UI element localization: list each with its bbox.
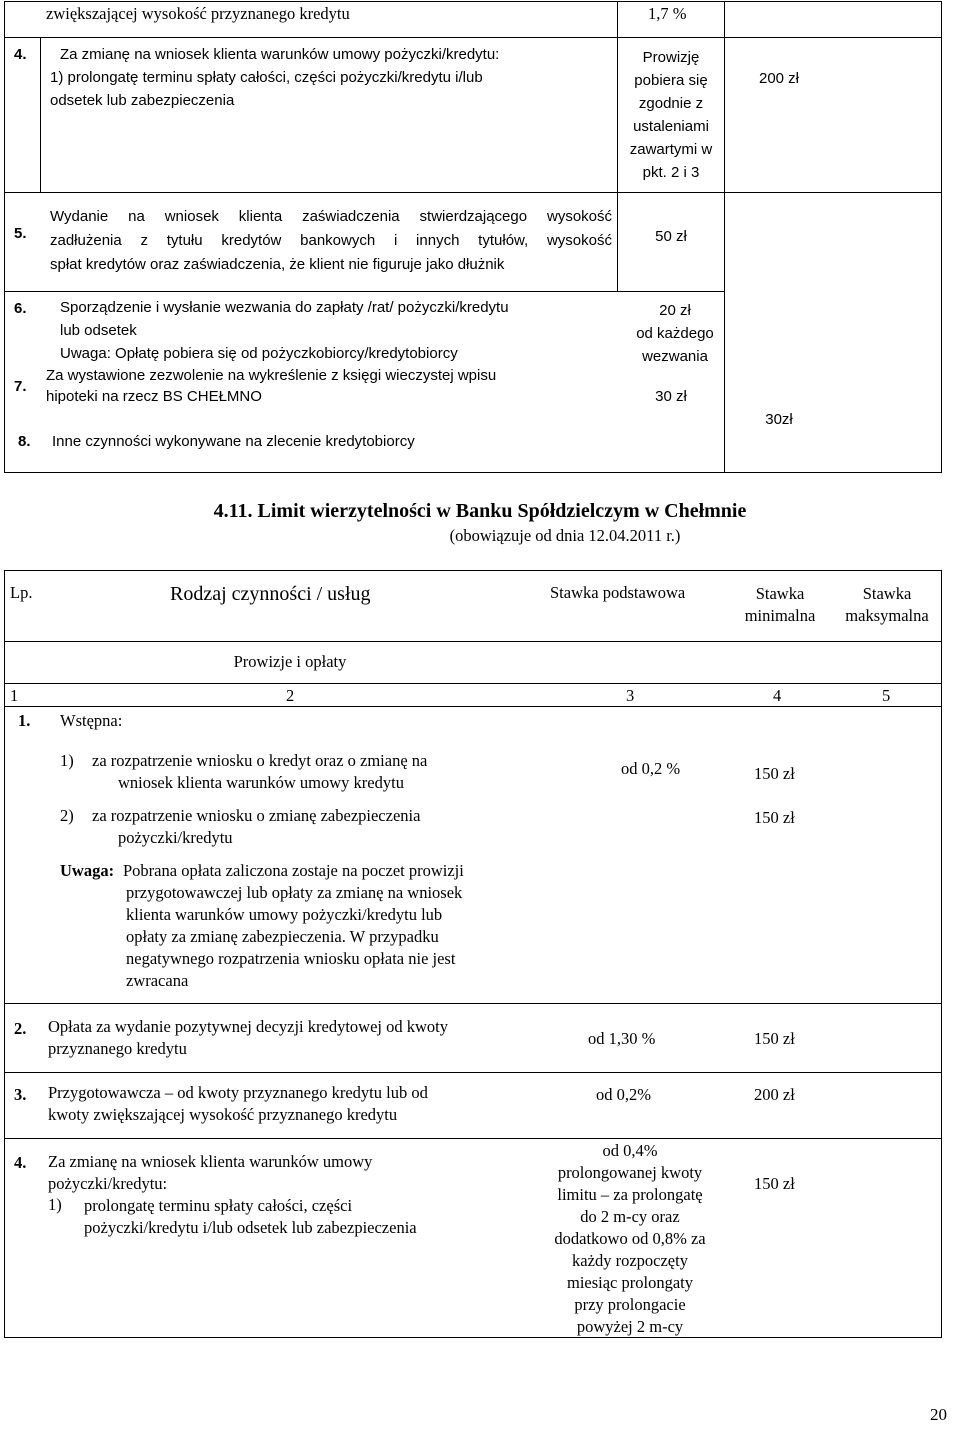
rate-line: dodatkowo od 0,8% za (554, 1229, 706, 1248)
row2-rate: od 1,30 % (588, 1029, 656, 1048)
note-line: przygotowawczej lub opłaty za zmianę na wniosek (126, 883, 463, 902)
row4b-number: 4. (14, 1153, 27, 1172)
row1-title: Wstępna: (60, 711, 123, 730)
section-title: 4.11. Limit wierzytelności w Banku Spółdzielczym w Chełmnie (213, 500, 747, 522)
note-line: zwracana (126, 971, 189, 990)
rate-line: każdy rozpoczęty (572, 1251, 688, 1270)
note-line: ustaleniami (633, 118, 709, 135)
row6-fee (600, 299, 750, 368)
row5-number: 5. (14, 225, 27, 242)
note-line: Pobrana opłata zaliczona zostaje na poczet prowizji (123, 861, 464, 880)
item-line: za rozpatrzenie wniosku o kredyt oraz o zmianę na (92, 751, 428, 770)
header-min (720, 583, 840, 627)
note-line: opłaty za zmianę zabezpieczenia. W przypadku (126, 927, 439, 946)
note-line: zgodnie z (638, 95, 704, 112)
page-number: 20 (930, 1405, 947, 1424)
text-line: Za zmianę na wniosek klienta warunków umowy (48, 1152, 373, 1171)
item-line: prolongatę terminu spłaty całości, części (84, 1196, 353, 1215)
row5-line2: zadłużenia z tytułu kredytów bankowych i innych tytułów, wysokość (50, 232, 612, 249)
text-line: Przygotowawcza – od kwoty przyznanego kredytu lub od (48, 1083, 428, 1102)
row3-number: 3. (14, 1085, 27, 1104)
header-min-line: Stawka (755, 584, 805, 603)
row4-fee: 200 zł (758, 70, 800, 87)
row4-line3: odsetek lub zabezpieczenia (50, 92, 235, 109)
note-line: klienta warunków umowy pożyczki/kredytu lub (126, 905, 443, 924)
item-line: pożyczki/kredytu i/lub odsetek lub zabezpieczenia (84, 1218, 417, 1237)
row8-number: 8. (18, 433, 31, 450)
row6-line1: Sporządzenie i wysłanie wezwania do zapłaty /rat/ pożyczki/kredytu (60, 299, 509, 316)
rate-line: prolongowanej kwoty (557, 1163, 703, 1182)
group-title: Prowizje i opłaty (233, 652, 347, 671)
rate-line: przy prolongacie (574, 1295, 686, 1314)
row4b-min: 150 zł (754, 1174, 795, 1193)
rate-line: powyżej 2 m-cy (576, 1317, 684, 1336)
row5-line1: Wydanie na wniosek klienta zaświadczenia stwierdzającego wysokość (50, 208, 612, 225)
rate-line: limitu – za prolongatę (557, 1185, 703, 1204)
row4-line1: Za zmianę na wniosek klienta warunków umowy pożyczki/kredytu: (60, 46, 500, 63)
text-line: kwoty zwiększającej wysokość przyznanego kredytu (48, 1105, 398, 1124)
header-lp: Lp. (10, 583, 33, 602)
row6-line3: Uwaga: Opłatę pobiera się od pożyczkobiorcy/kredytobiorcy (60, 345, 458, 362)
row7-line2: hipoteki na rzecz BS CHEŁMNO (46, 388, 262, 405)
header-max-line: Stawka (862, 584, 912, 603)
col-number: 2 (286, 686, 295, 705)
row-prev-text: zwiększającej wysokość przyznanego kredytu (46, 4, 350, 23)
row1-item1-marker: 1) (60, 751, 74, 770)
header-kind: Rodzaj czynności / usług (170, 583, 371, 605)
item-line: pożyczki/kredytu (118, 828, 233, 847)
row1-item2-marker: 2) (60, 806, 74, 825)
row8-fee: 30zł (765, 411, 793, 428)
col-number: 5 (882, 686, 891, 705)
row5-line3: spłat kredytów oraz zaświadczenia, że klient nie figuruje jako dłużnik (50, 256, 505, 273)
row1-note-label: Uwaga: (60, 861, 115, 880)
col-number: 3 (626, 686, 635, 705)
row1-item1-min: 150 zł (754, 764, 795, 783)
row3-text (48, 1082, 428, 1126)
row3-rate: od 0,2% (596, 1085, 651, 1104)
row4-number: 4. (14, 46, 27, 63)
note-line: pobiera się (634, 72, 708, 89)
row2-min: 150 zł (754, 1029, 795, 1048)
row-prev-rate: 1,7 % (648, 4, 687, 23)
row4b-item-text (84, 1195, 417, 1239)
row3-min: 200 zł (754, 1085, 795, 1104)
item-line: wniosek klienta warunków umowy kredytu (118, 773, 404, 792)
row1-item2-text (92, 805, 420, 849)
col-number: 4 (773, 686, 782, 705)
item-line: za rozpatrzenie wniosku o zmianę zabezpieczenia (92, 806, 421, 825)
row1-note (123, 860, 464, 992)
text-line: pożyczki/kredytu: (48, 1174, 168, 1193)
row4b-item-marker: 1) (48, 1195, 62, 1214)
fee-line: od każdego (636, 325, 714, 342)
section-subtitle: (obowiązuje od dnia 12.04.2011 r.) (449, 526, 681, 545)
row6-line2: lub odsetek (60, 322, 137, 339)
fee-line: wezwania (642, 348, 708, 365)
row1-item1-text (92, 750, 427, 794)
row1-item2-min: 150 zł (754, 808, 795, 827)
row2-number: 2. (14, 1019, 27, 1038)
note-line: negatywnego rozpatrzenia wniosku opłata nie jest (126, 949, 456, 968)
text-line: Opłata za wydanie pozytywnej decyzji kredytowej od kwoty (48, 1017, 448, 1036)
row1-item1-rate: od 0,2 % (621, 759, 681, 778)
col-number: 1 (10, 686, 19, 705)
rate-line: miesiąc prolongaty (566, 1273, 693, 1292)
row4-line2: 1) prolongatę terminu spłaty całości, części pożyczki/kredytu i/lub (50, 69, 483, 86)
row6-number: 6. (14, 300, 27, 317)
header-base: Stawka podstawowa (550, 583, 686, 602)
note-line: pkt. 2 i 3 (642, 164, 700, 181)
rate-line: od 0,4% (602, 1141, 658, 1160)
rate-line: do 2 m-cy oraz (580, 1207, 680, 1226)
header-max-line: maksymalna (845, 606, 929, 625)
row8-text: Inne czynności wykonywane na zlecenie kredytobiorcy (52, 433, 415, 450)
row7-number: 7. (14, 378, 27, 395)
row1-number: 1. (18, 711, 31, 730)
note-line: zawartymi w (629, 141, 713, 158)
text-line: przyznanego kredytu (48, 1039, 187, 1058)
header-max (827, 583, 947, 627)
row2-text (48, 1016, 448, 1060)
row4b-text (48, 1151, 372, 1195)
row4-note (618, 46, 724, 184)
fee-line: 20 zł (659, 302, 691, 319)
header-min-line: minimalna (744, 606, 816, 625)
row7-line1: Za wystawione zezwolenie na wykreślenie z księgi wieczystej wpisu (46, 367, 497, 384)
row4b-rate (535, 1140, 725, 1338)
note-line: Prowizję (642, 49, 700, 66)
row7-fee: 30 zł (655, 388, 687, 405)
row5-fee: 50 zł (655, 228, 687, 245)
